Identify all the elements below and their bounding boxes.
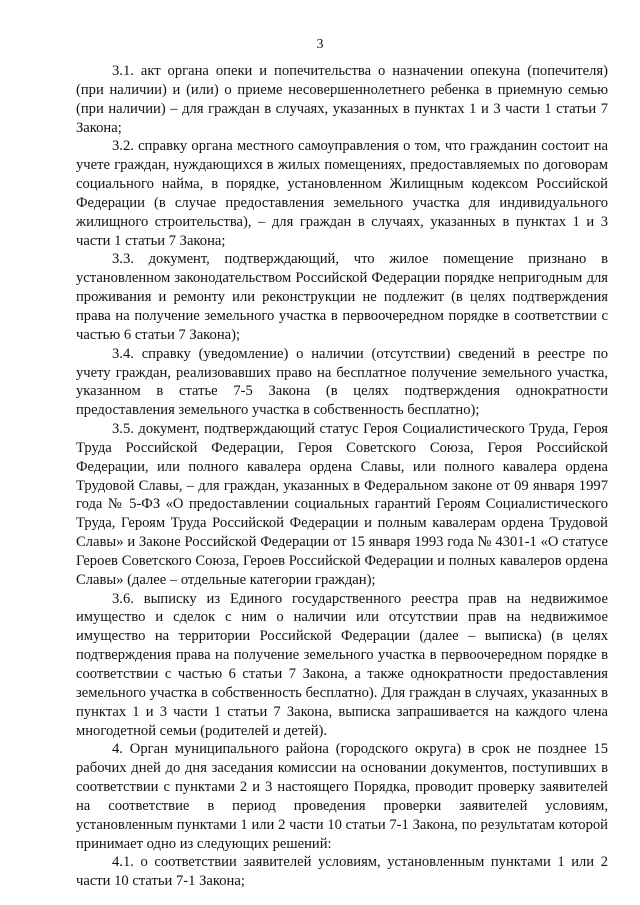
paragraph-3-2: 3.2. справку органа местного самоуправления о том, что гражданин состоит на учете граждан, нуждающихся в жилых помещениях, предоставляемых по договорам социального найма, в порядке, установленном Жилищным кодексом Российской Федерации (в случае предоставления земельного участка для индивидуального жилищного строительства), – для граждан в случаях, указанных в пунктах 1 и 3 части 1 статьи 7 Закона;: [76, 138, 608, 249]
paragraph-3-5: 3.5. документ, подтверждающий статус Героя Социалистического Труда, Героя Труда Российской Федерации, Героя Советского Союза, Героя Российской Федерации, или полного кавалера ордена Славы, или полного кавалера ордена Трудовой Славы, – для граждан, указанных в Федеральном законе от 09 января 1997 года № 5-ФЗ «О предоставлении социальных гарантий Героям Социалистического Труда, Героям Труда Российской Федерации и полным кавалерам ордена Трудовой Славы» и Законе Российской Федерации от 15 января 1993 года № 4301-1 «О статусе Героев Советского Союза, Героев Российской Федерации и полных кавалеров ордена Славы» (далее – отдельные категории граждан);: [76, 421, 608, 588]
document-body: [76, 62, 608, 891]
paragraph-3-3: 3.3. документ, подтверждающий, что жилое помещение признано в установленном законодательством Российской Федерации порядке непригодным для проживания и ремонту или реконструкции не подлежит (в целях подтверждения права на получение земельного участка в первоочередном порядке в соответствии с частью 6 статьи 7 Закона);: [76, 251, 608, 343]
paragraph-3-6: 3.6. выписку из Единого государственного реестра прав на недвижимое имущество и сделок с ним о наличии или отсутствии прав на недвижимое имущество на территории Российской Федерации (далее – выписка) (в целях подтверждения права на получение земельного участка в первоочередном порядке в соответствии с частью 6 статьи 7 Закона, а также однократности предоставления земельного участка в собственность бесплатно). Для граждан в случаях, указанных в пунктах 1 и 3 части 1 статьи 7 Закона, выписка запрашивается на каждого члена многодетной семьи (родителей и детей).: [76, 590, 608, 739]
paragraph-4-1: 4.1. о соответствии заявителей условиям, установленным пунктами 1 или 2 части 10 статьи 7-1 Закона;: [76, 854, 608, 890]
paragraph-3-1: 3.1. акт органа опеки и попечительства о назначении опекуна (попечителя) (при наличии) и (или) о приеме несовершеннолетнего ребенка в приемную семью (при наличии) – для граждан в случаях, указанных в пунктах 1 и 3 части 1 статьи 7 Закона;: [76, 63, 608, 136]
paragraph-4: 4. Орган муниципального района (городского округа) в срок не позднее 15 рабочих дней до дня заседания комиссии на основании документов, поступивших в соответствии с пунктами 2 и 3 настоящего Порядка, проводит проверку заявителей на соответствие в период проведения проверки заявителей условиям, установленным пунктами 1 или 2 части 10 статьи 7-1 Закона, по результатам которой принимает одно из следующих решений:: [76, 741, 608, 852]
paragraph-3-4: 3.4. справку (уведомление) о наличии (отсутствии) сведений в реестре по учету граждан, реализовавших право на бесплатное получение земельного участка, указанном в статье 7-5 Закона (в целях подтверждения однократности предоставления земельного участка в собственность бесплатно);: [76, 345, 608, 419]
page-number: 3: [316, 37, 324, 52]
